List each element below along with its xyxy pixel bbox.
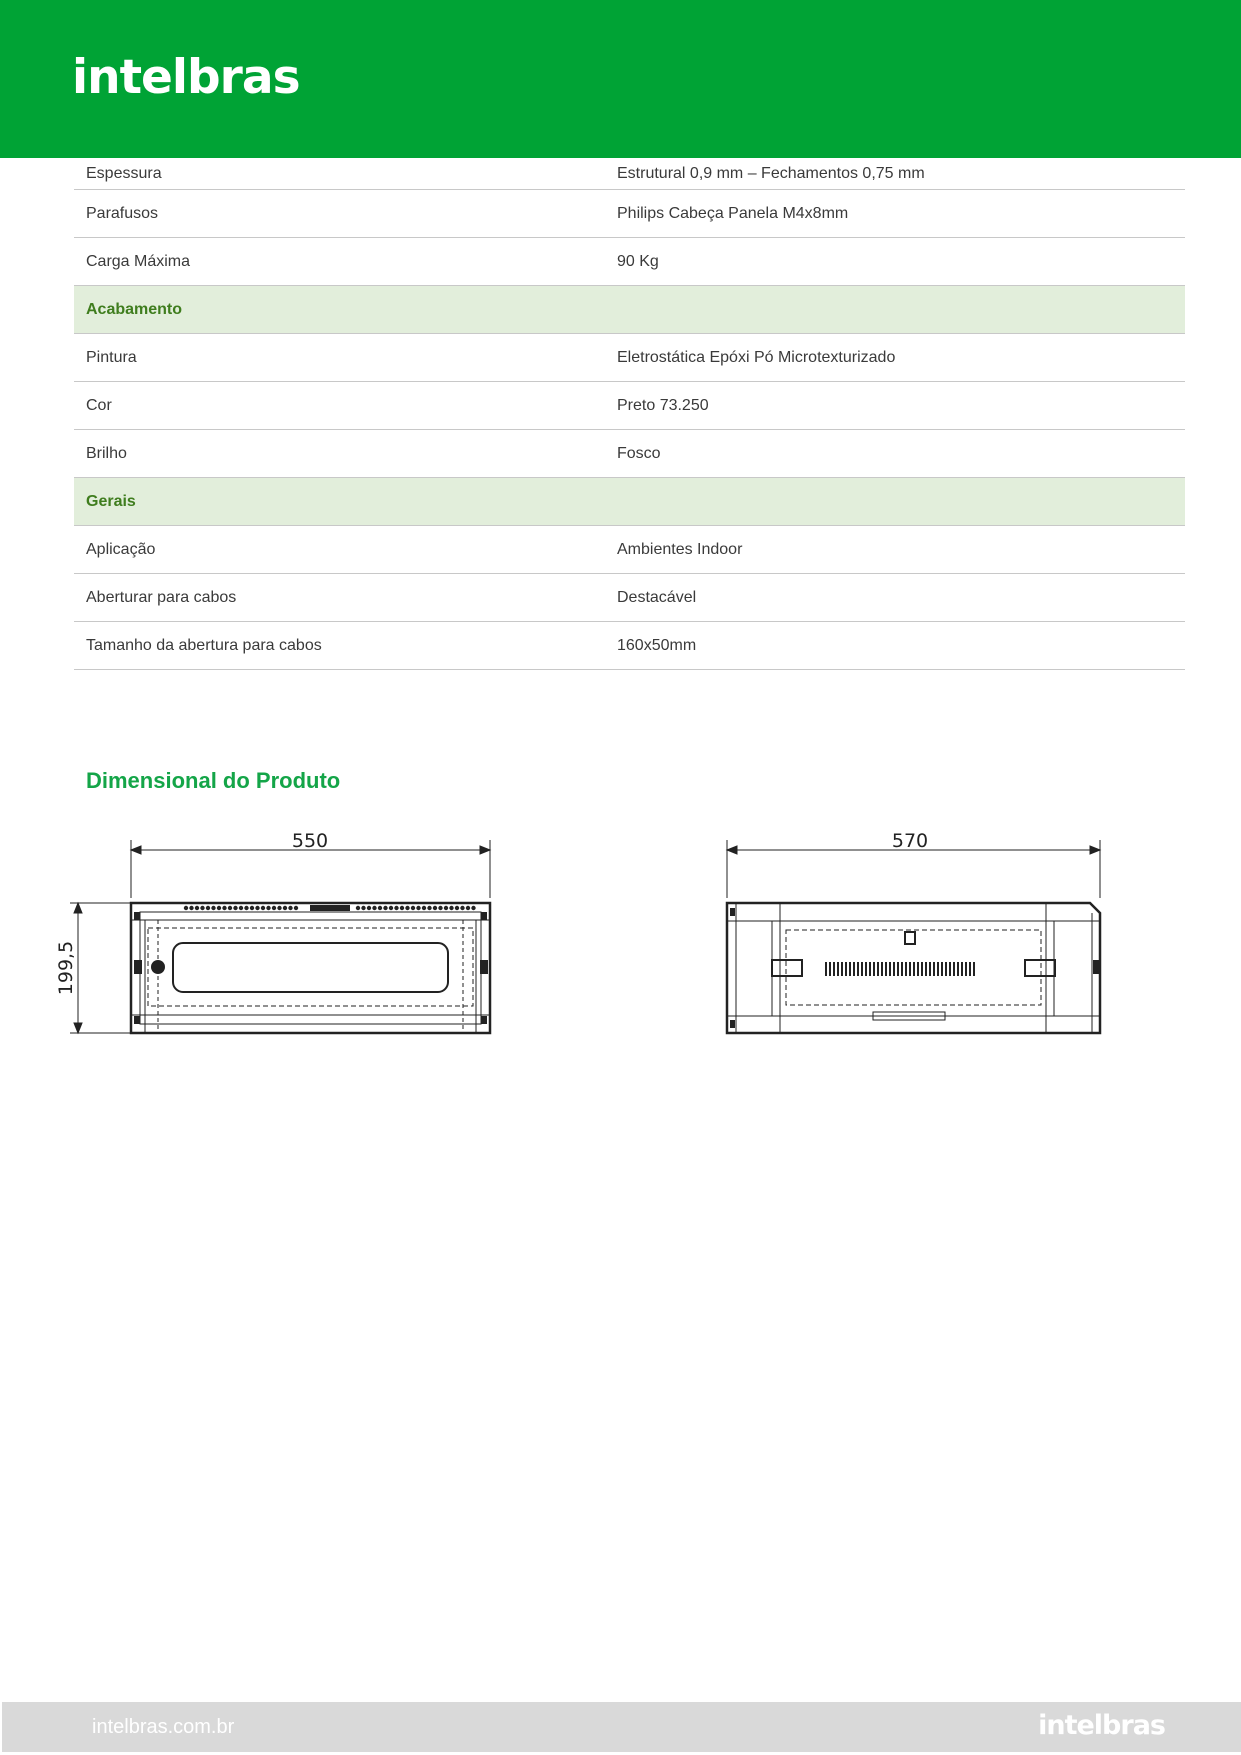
spec-value: Eletrostática Epóxi Pó Microtexturizado — [605, 334, 1185, 382]
spec-value: Fosco — [605, 430, 1185, 478]
spec-label: Parafusos — [74, 190, 605, 238]
vent-hole — [466, 906, 470, 910]
spec-label: Cor — [74, 382, 605, 430]
vent-hole — [195, 906, 199, 910]
vent-hole — [356, 906, 360, 910]
spec-row — [74, 238, 1185, 286]
spec-label: Brilho — [74, 430, 605, 478]
header-bar — [0, 0, 1241, 158]
spec-value: 90 Kg — [605, 238, 1185, 286]
spec-row — [74, 430, 1185, 478]
spec-section-fill — [605, 478, 1185, 526]
spec-section-label: Acabamento — [74, 286, 605, 334]
spec-row — [74, 190, 1185, 238]
vent-hole — [449, 906, 453, 910]
vent-hole — [405, 906, 409, 910]
vent-hole — [294, 906, 298, 910]
vent-hole — [277, 906, 281, 910]
footer-bar — [2, 1702, 1241, 1752]
vent-hole — [255, 906, 259, 910]
vent-hole — [283, 906, 287, 910]
spec-label: Aplicação — [74, 526, 605, 574]
spec-value: 160x50mm — [605, 622, 1185, 670]
spec-value: Estrutural 0,9 mm – Fechamentos 0,75 mm — [605, 158, 1185, 190]
side-view-drawing — [720, 820, 1120, 1040]
vent-hole — [189, 906, 193, 910]
vent-hole — [206, 906, 210, 910]
front-height-label: 199,5 — [55, 940, 77, 996]
vent-hole — [416, 906, 420, 910]
spec-row — [74, 622, 1185, 670]
spec-value: Philips Cabeça Panela M4x8mm — [605, 190, 1185, 238]
spec-label: Tamanho da abertura para cabos — [74, 622, 605, 670]
vent-hole — [272, 906, 276, 910]
spec-value: Ambientes Indoor — [605, 526, 1185, 574]
vent-hole — [411, 906, 415, 910]
vent-hole — [438, 906, 442, 910]
vent-hole — [200, 906, 204, 910]
vent-hole — [383, 906, 387, 910]
spec-section-label: Gerais — [74, 478, 605, 526]
vent-hole — [444, 906, 448, 910]
vent-hole — [427, 906, 431, 910]
spec-row — [74, 158, 1185, 190]
vent-hole — [361, 906, 365, 910]
spec-section-row — [74, 286, 1185, 334]
spec-value: Preto 73.250 — [605, 382, 1185, 430]
intelbras-logo[interactable]: intelbras — [72, 50, 300, 105]
vent-hole — [378, 906, 382, 910]
front-view-drawing — [50, 820, 510, 1040]
spec-label: Espessura — [74, 158, 605, 190]
front-brand-plate — [310, 905, 350, 911]
spec-row — [74, 526, 1185, 574]
spec-label: Aberturar para cabos — [74, 574, 605, 622]
spec-section-fill — [605, 286, 1185, 334]
vent-hole — [217, 906, 221, 910]
vent-hole — [367, 906, 371, 910]
vent-hole — [233, 906, 237, 910]
vent-hole — [239, 906, 243, 910]
footer-logo: intelbras — [1038, 1710, 1165, 1741]
vent-hole — [211, 906, 215, 910]
vent-hole — [228, 906, 232, 910]
vent-hole — [394, 906, 398, 910]
side-width-label: 570 — [891, 830, 929, 852]
spec-row — [74, 574, 1185, 622]
spec-value: Destacável — [605, 574, 1185, 622]
spec-row — [74, 382, 1185, 430]
dimensional-title: Dimensional do Produto — [86, 768, 341, 793]
spec-section-row — [74, 478, 1185, 526]
vent-hole — [471, 906, 475, 910]
spec-label: Pintura — [74, 334, 605, 382]
vent-hole — [261, 906, 265, 910]
vent-hole — [266, 906, 270, 910]
spec-label: Carga Máxima — [74, 238, 605, 286]
vent-hole — [455, 906, 459, 910]
vent-hole — [422, 906, 426, 910]
vent-hole — [372, 906, 376, 910]
footer-url-link[interactable]: intelbras.com.br — [92, 1716, 235, 1738]
spec-row — [74, 334, 1185, 382]
vent-hole — [433, 906, 437, 910]
vent-hole — [400, 906, 404, 910]
vent-hole — [184, 906, 188, 910]
vent-hole — [288, 906, 292, 910]
vent-hole — [460, 906, 464, 910]
spec-table — [74, 158, 1185, 670]
front-width-label: 550 — [291, 830, 329, 852]
vent-hole — [250, 906, 254, 910]
vent-hole — [222, 906, 226, 910]
vent-hole — [389, 906, 393, 910]
vent-hole — [244, 906, 248, 910]
